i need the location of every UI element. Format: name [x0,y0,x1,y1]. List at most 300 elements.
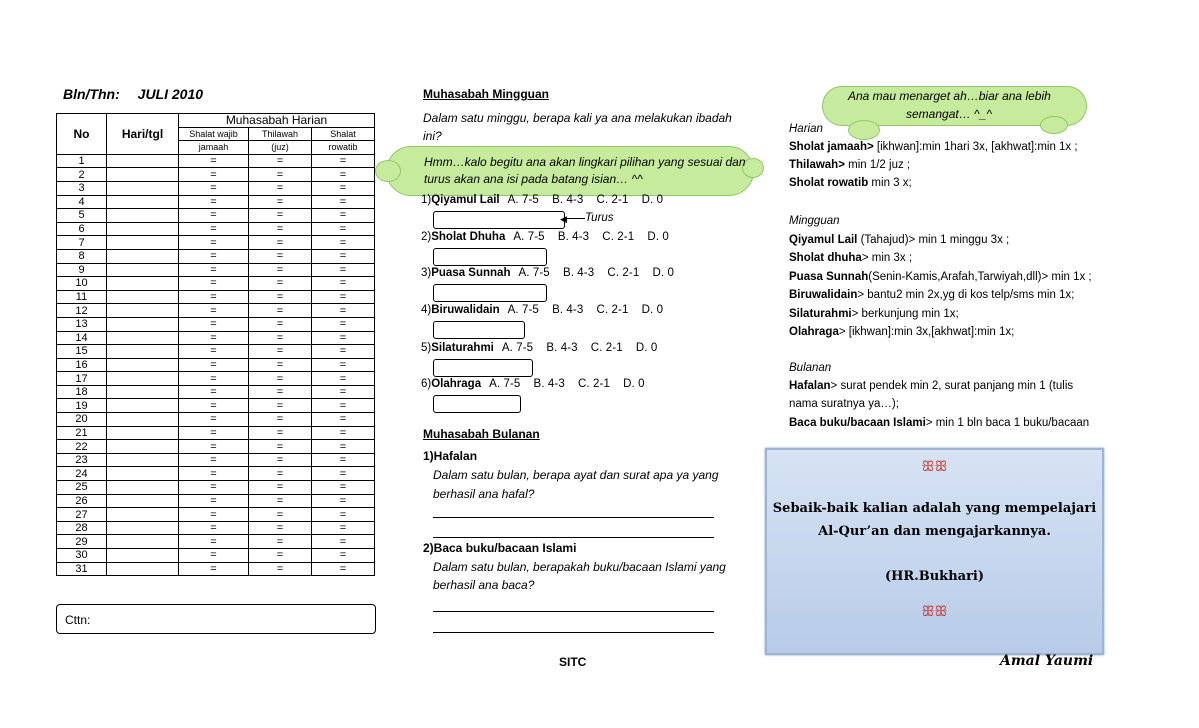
weekly-intro-1: Dalam satu minggu, berapa kali ya ana melakukan ibadah [423,111,732,125]
row-sholat-wajib[interactable]: = [179,195,249,209]
row-no: 3 [57,181,107,195]
row-thilawah[interactable]: = [249,345,312,359]
row-hari[interactable] [107,467,179,481]
turus-input-box[interactable] [433,321,525,339]
target-mingguan-item [789,326,1014,338]
row-thilawah[interactable]: = [249,317,312,331]
row-thilawah[interactable]: = [249,399,312,413]
weekly-item-num: 2) [421,231,432,243]
row-hari[interactable] [107,304,179,318]
col-sholat-wajib-2: jamaah [179,141,249,155]
table-row [57,372,375,386]
row-sholat-wajib[interactable]: = [179,263,249,277]
row-rowatib[interactable]: = [312,304,375,318]
row-sholat-wajib[interactable]: = [179,440,249,454]
weekly-item-num: 1) [421,194,432,206]
monthly-q2-answer-2[interactable] [433,632,714,633]
row-hari[interactable] [107,277,179,291]
row-sholat-wajib[interactable]: = [179,494,249,508]
table-row [57,236,375,250]
row-thilawah[interactable]: = [249,358,312,372]
table-row [57,249,375,263]
row-sholat-wajib[interactable]: = [179,154,249,168]
row-thilawah[interactable]: = [249,331,312,345]
row-hari[interactable] [107,413,179,427]
table-row [57,508,375,522]
table-row [57,195,375,209]
row-sholat-wajib[interactable]: = [179,290,249,304]
row-thilawah[interactable]: = [249,249,312,263]
weekly-item-num: 5) [421,342,432,354]
table-row [57,277,375,291]
table-row [57,317,375,331]
target-harian-item [789,159,910,171]
row-sholat-wajib[interactable]: = [179,467,249,481]
target-bulanan-line1 [789,380,1073,392]
row-no: 8 [57,249,107,263]
col-rowatib-2: rowatib [312,141,375,155]
col-sholat-wajib: Shalat wajib [179,127,249,141]
row-sholat-wajib[interactable]: = [179,385,249,399]
row-no: 31 [57,562,107,576]
table-row [57,358,375,372]
row-sholat-wajib[interactable]: = [179,304,249,318]
row-no: 18 [57,385,107,399]
row-hari[interactable] [107,562,179,576]
row-no: 23 [57,453,107,467]
table-row [57,413,375,427]
row-rowatib[interactable]: = [312,508,375,522]
row-no: 13 [57,317,107,331]
target-item-name: Qiyamul Lail [789,234,858,246]
row-thilawah[interactable]: = [249,290,312,304]
row-thilawah[interactable]: = [249,385,312,399]
row-hari[interactable] [107,385,179,399]
row-sholat-wajib[interactable]: = [179,413,249,427]
target-bulanan-buku-text: > min 1 bln baca 1 buku/bacaan [925,417,1090,429]
row-sholat-wajib[interactable]: = [179,277,249,291]
table-row [57,345,375,359]
row-rowatib[interactable]: = [312,249,375,263]
signature: Amal Yaumi [1000,653,1094,669]
target-item-text: > bantu2 min 2x,yg di kos telp/sms min 1x; [857,289,1075,302]
weekly-item-name: Sholat Dhuha [431,231,506,243]
row-hari[interactable] [107,195,179,209]
target-item-text: > min 3x ; [861,252,913,265]
row-hari[interactable] [107,317,179,331]
month-year-value: JULI 2010 [137,86,204,102]
row-thilawah[interactable]: = [249,481,312,495]
weekly-item-options[interactable]: A. 7-5 B. 4-3 C. 2-1 D. 0 [501,342,658,354]
weekly-item-options[interactable]: A. 7-5 B. 4-3 C. 2-1 D. 0 [507,304,664,316]
table-row [57,154,375,168]
weekly-item-num: 3) [421,267,432,279]
table-row [57,440,375,454]
row-rowatib[interactable]: = [312,345,375,359]
target-item-name: Puasa Sunnah [789,270,869,283]
row-hari[interactable] [107,249,179,263]
target-item-text: (Senin-Kamis,Arafah,Tarwiyah,dll)> min 1x ; [868,270,1092,283]
row-thilawah[interactable]: = [249,263,312,277]
weekly-item-name: Qiyamul Lail [431,194,500,206]
target-mingguan-item [789,271,1092,283]
weekly-item-name: Silaturahmi [431,342,494,354]
turus-input-box[interactable] [433,395,521,413]
col-rowatib: Shalat [312,127,375,141]
target-bulanan-line2: nama suratnya ya…); [789,398,899,410]
row-rowatib[interactable]: = [312,181,375,195]
target-mingguan-item [789,234,1009,246]
row-sholat-wajib[interactable]: = [179,236,249,250]
row-thilawah[interactable]: = [249,168,312,182]
month-year [63,86,203,102]
row-no: 4 [57,195,107,209]
row-no: 21 [57,426,107,440]
row-rowatib[interactable]: = [312,385,375,399]
target-cloud-puff [848,120,880,140]
row-hari[interactable] [107,481,179,495]
row-hari[interactable] [107,236,179,250]
row-sholat-wajib[interactable]: = [179,453,249,467]
row-no: 29 [57,535,107,549]
row-sholat-wajib[interactable]: = [179,209,249,223]
row-thilawah[interactable]: = [249,195,312,209]
table-row [57,562,375,576]
weekly-item-num: 6) [421,378,432,390]
monthly-q1-answer-2[interactable] [433,537,714,538]
row-sholat-wajib[interactable]: = [179,521,249,535]
row-no: 6 [57,222,107,236]
turus-input-box[interactable] [433,211,565,229]
row-rowatib[interactable]: = [312,562,375,576]
row-rowatib[interactable]: = [312,168,375,182]
row-no: 22 [57,440,107,454]
row-rowatib[interactable]: = [312,358,375,372]
monthly-q2-line1: Dalam satu bulan, berapakah buku/bacaan Islami yang [433,560,726,574]
row-sholat-wajib[interactable]: = [179,372,249,386]
notes-box[interactable] [56,604,376,634]
row-sholat-wajib[interactable]: = [179,481,249,495]
row-thilawah[interactable]: = [249,236,312,250]
row-thilawah[interactable]: = [249,372,312,386]
row-rowatib[interactable]: = [312,440,375,454]
target-mingguan-label: Mingguan [789,215,840,227]
row-no: 27 [57,508,107,522]
target-item-name: Silaturahmi [789,307,852,320]
hadith-line-1: Sebaik-baik kalian adalah yang mempelajari [772,501,1097,516]
table-row [57,481,375,495]
row-no: 2 [57,168,107,182]
row-rowatib[interactable]: = [312,453,375,467]
row-no: 14 [57,331,107,345]
monthly-title: Muhasabah Bulanan [423,427,540,441]
row-thilawah[interactable]: = [249,222,312,236]
monthly-q2-title: 2)Baca buku/bacaan Islami [423,541,577,555]
col-hari: Hari/tgl [107,114,179,155]
row-rowatib[interactable]: = [312,154,375,168]
row-rowatib[interactable]: = [312,535,375,549]
row-hari[interactable] [107,290,179,304]
col-no: No [57,114,107,155]
monthly-q2-line2: berhasil ana baca? [433,578,535,592]
row-no: 1 [57,154,107,168]
row-no: 12 [57,304,107,318]
row-hari[interactable] [107,399,179,413]
weekly-item [421,231,669,243]
row-no: 26 [57,494,107,508]
notes-label: Cttn: [65,613,91,627]
row-no: 5 [57,209,107,223]
row-rowatib[interactable]: = [312,426,375,440]
weekly-item-options[interactable]: A. 7-5 B. 4-3 C. 2-1 D. 0 [513,231,669,243]
table-row [57,331,375,345]
weekly-item-num: 4) [421,304,432,316]
hadith-line-2: Al-Qur’an dan mengajarkannya. [818,524,1051,539]
table-row [57,467,375,481]
row-rowatib[interactable]: = [312,494,375,508]
monthly-q2-answer-1[interactable] [433,611,714,612]
hadith-source: (HR.Bukhari) [884,569,985,584]
row-hari[interactable] [107,521,179,535]
row-no: 16 [57,358,107,372]
month-year-label: Bln/Thn: [63,86,120,102]
row-rowatib[interactable]: = [312,222,375,236]
row-hari[interactable] [107,168,179,182]
daily-table [56,113,375,576]
cloud-text-1: Hmm…kalo begitu ana akan lingkari pilihan yang sesuai dan [424,155,746,169]
table-row [57,290,375,304]
row-sholat-wajib[interactable]: = [179,535,249,549]
row-thilawah[interactable]: = [249,304,312,318]
target-item-name: Biruwalidain [789,289,858,302]
weekly-intro-2: ini? [423,129,442,143]
row-thilawah[interactable]: = [249,181,312,195]
row-no: 25 [57,481,107,495]
row-no: 11 [57,290,107,304]
row-rowatib[interactable]: = [312,413,375,427]
weekly-title: Muhasabah Mingguan [423,87,549,101]
row-hari[interactable] [107,453,179,467]
row-sholat-wajib[interactable]: = [179,345,249,359]
table-row [57,209,375,223]
weekly-item-name: Olahraga [431,378,482,390]
row-sholat-wajib[interactable]: = [179,331,249,345]
row-no: 19 [57,399,107,413]
row-thilawah[interactable]: = [249,467,312,481]
row-thilawah[interactable]: = [249,535,312,549]
row-hari[interactable] [107,535,179,549]
row-rowatib[interactable]: = [312,372,375,386]
target-item-text: [ikhwan]:min 1hari 3x, [akhwat]:min 1x ; [873,141,1078,153]
row-thilawah[interactable]: = [249,562,312,576]
row-sholat-wajib[interactable]: = [179,317,249,331]
row-rowatib[interactable]: = [312,399,375,413]
target-mingguan-item [789,289,1074,301]
row-hari[interactable] [107,345,179,359]
row-sholat-wajib[interactable]: = [179,562,249,576]
target-item-name: Olahraga [789,326,839,338]
table-row [57,535,375,549]
row-hari[interactable] [107,358,179,372]
weekly-item-name: Biruwalidain [431,304,500,316]
row-hari[interactable] [107,426,179,440]
row-rowatib[interactable]: = [312,481,375,495]
table-row [57,453,375,467]
table-row [57,304,375,318]
table-row [57,521,375,535]
target-item-name: Sholat rowatib [789,177,869,189]
target-harian-label: Harian [789,123,823,135]
table-row [57,168,375,182]
weekly-item [421,304,663,316]
target-item-text: > [ikhwan]:min 3x,[akhwat]:min 1x; [838,326,1015,338]
row-hari[interactable] [107,440,179,454]
weekly-item [421,342,657,354]
row-thilawah[interactable]: = [249,277,312,291]
turus-arrow-head: ◀ [560,214,567,224]
row-hari[interactable] [107,222,179,236]
weekly-item [421,378,645,390]
row-rowatib[interactable]: = [312,209,375,223]
target-item-name: Sholat dhuha [789,252,862,265]
col-group: Muhasabah Harian [179,114,375,128]
row-sholat-wajib[interactable]: = [179,249,249,263]
target-bulanan-hafalan-text: > surat pendek min 2, surat panjang min 1 (tulis [830,380,1074,392]
table-row [57,385,375,399]
turus-input-box[interactable] [433,284,547,302]
weekly-item [421,267,674,279]
row-rowatib[interactable]: = [312,277,375,291]
row-thilawah[interactable]: = [249,154,312,168]
row-rowatib[interactable]: = [312,290,375,304]
monthly-q1-line2: berhasil ana hafal? [433,487,535,501]
target-bulanan-line3 [789,417,1089,429]
ornament-top: ꕥꕥ [921,459,948,475]
weekly-item-name: Puasa Sunnah [431,267,511,279]
row-no: 28 [57,521,107,535]
weekly-item [421,194,663,206]
row-rowatib[interactable]: = [312,549,375,563]
table-row [57,263,375,277]
row-thilawah[interactable]: = [249,453,312,467]
row-hari[interactable] [107,154,179,168]
turus-label: Turus [585,212,614,224]
table-row [57,181,375,195]
row-hari[interactable] [107,508,179,522]
row-thilawah[interactable]: = [249,413,312,427]
row-hari[interactable] [107,331,179,345]
table-row [57,549,375,563]
row-thilawah[interactable]: = [249,209,312,223]
target-bulanan-buku: Baca buku/bacaan Islami [789,417,926,429]
target-item-text: min 1/2 juz ; [844,159,911,171]
target-mingguan-item [789,252,912,264]
row-hari[interactable] [107,209,179,223]
monthly-q1-answer-1[interactable] [433,517,714,518]
row-thilawah[interactable]: = [249,508,312,522]
weekly-item-options[interactable]: A. 7-5 B. 4-3 C. 2-1 D. 0 [518,267,674,279]
row-sholat-wajib[interactable]: = [179,549,249,563]
row-no: 20 [57,413,107,427]
row-sholat-wajib[interactable]: = [179,508,249,522]
row-rowatib[interactable]: = [312,236,375,250]
target-item-name: Sholat jamaah> [789,141,874,153]
row-sholat-wajib[interactable]: = [179,181,249,195]
row-hari[interactable] [107,372,179,386]
row-thilawah[interactable]: = [249,440,312,454]
target-mingguan-item [789,308,959,320]
footer-sitc: SITC [559,655,587,669]
row-sholat-wajib[interactable]: = [179,358,249,372]
target-harian-item [789,141,1078,153]
weekly-item-options[interactable]: A. 7-5 B. 4-3 C. 2-1 D. 0 [507,194,664,206]
monthly-q1-title: 1)Hafalan [423,449,478,463]
row-thilawah[interactable]: = [249,426,312,440]
row-no: 9 [57,263,107,277]
row-no: 10 [57,277,107,291]
row-rowatib[interactable]: = [312,317,375,331]
row-sholat-wajib[interactable]: = [179,168,249,182]
row-no: 24 [57,467,107,481]
row-hari[interactable] [107,494,179,508]
row-hari[interactable] [107,263,179,277]
weekly-item-options[interactable]: A. 7-5 B. 4-3 C. 2-1 D. 0 [489,378,645,390]
row-rowatib[interactable]: = [312,263,375,277]
hadith-box [765,448,1104,655]
target-cloud-text-2: semangat… ^_^ [906,107,992,121]
target-harian-item [789,177,912,189]
thought-cloud [386,146,754,196]
row-rowatib[interactable]: = [312,331,375,345]
table-row [57,494,375,508]
ornament-bottom: ꕥꕥ [921,604,948,620]
monthly-q1-line1: Dalam satu bulan, berapa ayat dan surat apa ya yang [433,468,719,482]
row-sholat-wajib[interactable]: = [179,399,249,413]
row-rowatib[interactable]: = [312,195,375,209]
row-no: 30 [57,549,107,563]
target-bulanan-hafalan: Hafalan [789,380,831,392]
row-rowatib[interactable]: = [312,521,375,535]
cloud-text-2: turus akan ana isi pada batang isian… ^^ [424,172,643,186]
target-cloud-text-1: Ana mau menarget ah…biar ana lebih [848,89,1051,103]
row-hari[interactable] [107,181,179,195]
turus-input-box[interactable] [433,359,533,377]
col-thilawah-2: (juz) [249,141,312,155]
target-bulanan-label: Bulanan [789,362,832,374]
row-thilawah[interactable]: = [249,521,312,535]
row-thilawah[interactable]: = [249,549,312,563]
target-cloud-puff-2 [1040,116,1068,134]
row-thilawah[interactable]: = [249,494,312,508]
row-rowatib[interactable]: = [312,467,375,481]
row-no: 17 [57,372,107,386]
row-hari[interactable] [107,549,179,563]
row-sholat-wajib[interactable]: = [179,222,249,236]
table-row [57,399,375,413]
row-sholat-wajib[interactable]: = [179,426,249,440]
row-no: 7 [57,236,107,250]
target-item-name: Thilawah> [789,159,845,171]
target-item-text: (Tahajud)> min 1 minggu 3x ; [857,234,1010,246]
target-item-text: min 3 x; [868,177,912,189]
row-no: 15 [57,345,107,359]
thought-cloud-puff [375,160,401,182]
col-thilawah: Thilawah [249,127,312,141]
table-row [57,222,375,236]
table-row [57,426,375,440]
target-item-text: > berkunjung min 1x; [851,307,959,320]
turus-input-box[interactable] [433,248,547,266]
